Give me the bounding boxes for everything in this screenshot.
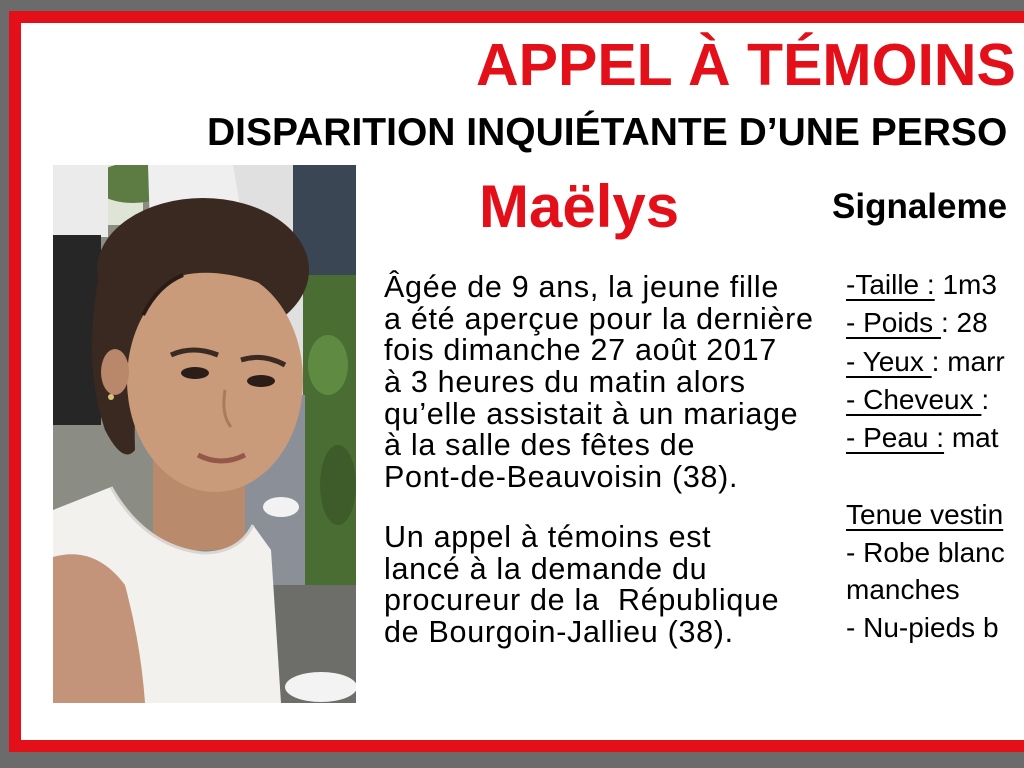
trait-value: 1m3 — [934, 269, 997, 300]
poster-subtitle: DISPARITION INQUIÉTANTE D’UNE PERSO — [207, 111, 1008, 154]
description-line: à la salle des fêtes de — [384, 428, 696, 463]
trait-label: - Peau : — [846, 422, 945, 454]
trait-peau — [846, 419, 1005, 457]
trait-label: - Yeux — [846, 345, 932, 377]
description-line: Pont-de-Beauvoisin (38). — [384, 460, 739, 495]
appeal-line: lancé à la demande du — [384, 551, 708, 586]
appeal-line: Un appel à témoins est — [384, 520, 712, 554]
trait-label: -Taille : — [846, 269, 935, 300]
appeal-paragraph — [384, 522, 779, 649]
clothing-line: manches — [846, 574, 960, 606]
missing-person-name: Maëlys — [479, 173, 680, 240]
trait-label: - Poids — [846, 307, 941, 339]
description-line: Âgée de 9 ans, la jeune fille — [384, 270, 780, 304]
trait-value: : 28 — [940, 307, 988, 339]
appeal-line: procureur de la République — [384, 583, 780, 618]
appeal-line: de Bourgoin-Jallieu (38). — [384, 615, 734, 650]
poster-title: APPEL À TÉMOINS — [476, 32, 1016, 98]
description-paragraph — [384, 272, 814, 494]
trait-yeux — [846, 343, 1005, 381]
trait-value: : — [981, 383, 990, 415]
trait-value: mat — [944, 422, 999, 454]
description-line: a été aperçue pour la dernière — [384, 301, 814, 336]
trait-poids — [846, 304, 1005, 342]
missing-person-photo — [53, 165, 356, 703]
description-line: qu’elle assistait à un mariage — [384, 396, 799, 431]
clothing-section — [846, 496, 1005, 647]
description-line: à 3 heures du matin alors — [384, 365, 746, 400]
clothing-line: - Robe blanc — [846, 536, 1005, 568]
clothing-heading — [846, 496, 1005, 534]
clothing-heading-text: Tenue vestin — [846, 499, 1004, 530]
trait-taille — [846, 266, 1005, 304]
signalement-heading: Signaleme — [832, 187, 1008, 226]
clothing-line: - Nu-pieds b — [846, 612, 999, 644]
trait-cheveux — [846, 381, 1005, 419]
description-line: fois dimanche 27 août 2017 — [384, 333, 777, 368]
trait-label: - Cheveux — [846, 383, 982, 415]
signalement-list — [846, 266, 1005, 457]
trait-value: : marr — [931, 345, 1005, 377]
